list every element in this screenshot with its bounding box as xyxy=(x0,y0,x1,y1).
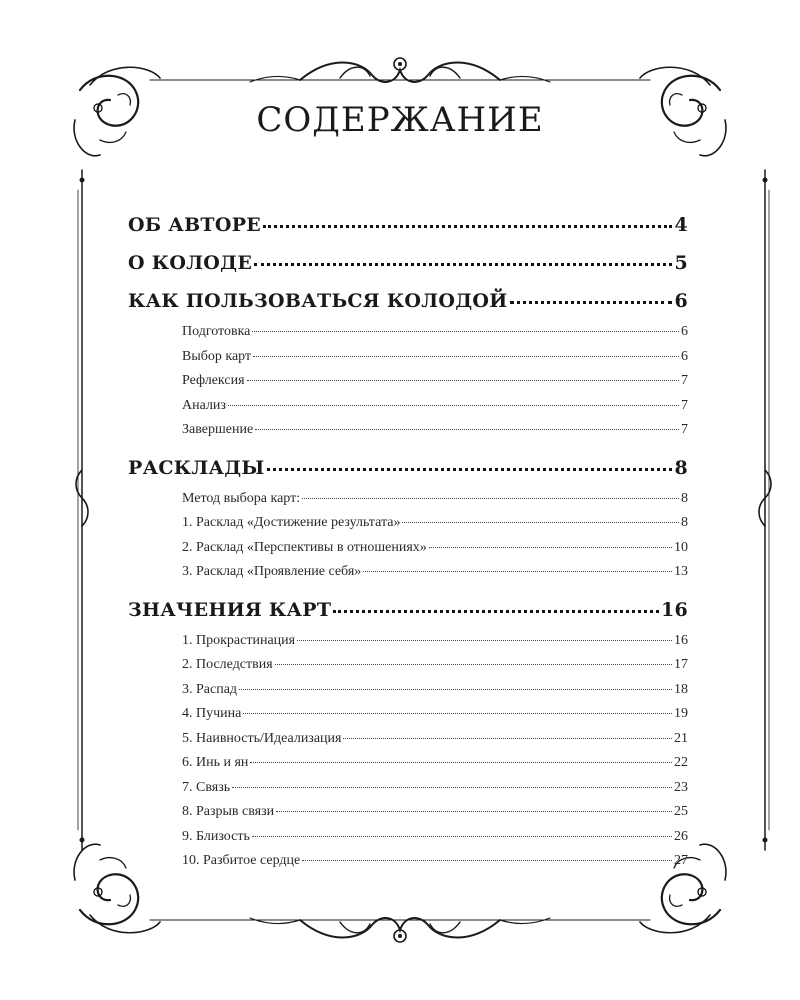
dot-leader xyxy=(302,498,679,499)
toc-subsection-row[interactable] xyxy=(128,727,688,752)
toc-subsection-row[interactable] xyxy=(128,751,688,776)
toc-page-number: 21 xyxy=(674,730,688,746)
dot-leader xyxy=(276,811,672,812)
toc-subsection-title: 3. Распад xyxy=(182,681,238,697)
toc-section-row[interactable] xyxy=(128,244,688,282)
toc-page-number: 7 xyxy=(681,373,688,388)
toc-page-number: 7 xyxy=(681,422,688,437)
dot-leader xyxy=(252,331,679,332)
toc-subsection-title: 8. Разрыв связи xyxy=(182,804,275,819)
dot-leader xyxy=(402,522,679,523)
toc-subsection-title: 3. Расклад «Проявление себя» xyxy=(182,564,362,579)
toc-page-number: 4 xyxy=(674,214,688,236)
toc-page-number: 6 xyxy=(681,324,688,339)
dot-leader xyxy=(297,640,672,641)
toc-section-row[interactable] xyxy=(128,282,688,320)
toc-page-number: 23 xyxy=(674,779,688,795)
toc-subsection-row[interactable] xyxy=(128,369,688,394)
dot-leader xyxy=(239,689,672,690)
toc-page-number: 10 xyxy=(674,539,688,555)
toc-page-number: 25 xyxy=(674,804,688,819)
toc-subsection-row[interactable] xyxy=(128,345,688,370)
toc-page-number: 6 xyxy=(681,348,688,364)
dot-leader xyxy=(254,263,672,266)
toc-subsection-row[interactable] xyxy=(128,800,688,825)
toc-subsection-row[interactable] xyxy=(128,702,688,727)
toc-page-number: 18 xyxy=(674,681,688,697)
toc-section-row[interactable] xyxy=(128,591,688,629)
toc-subsection-title: 1. Расклад «Достижение результата» xyxy=(182,515,401,530)
toc-subsection-title: 10. Разбитое сердце xyxy=(182,853,301,868)
dot-leader xyxy=(228,405,679,406)
toc-section-title: КАК ПОЛЬЗОВАТЬСЯ КОЛОДОЙ xyxy=(128,290,508,312)
dot-leader xyxy=(429,547,672,548)
dot-leader xyxy=(263,225,672,228)
table-of-contents xyxy=(128,206,688,874)
toc-page-number: 16 xyxy=(674,632,688,648)
toc-subsection-row[interactable] xyxy=(128,560,688,585)
toc-subsection-row[interactable] xyxy=(128,511,688,536)
dot-leader xyxy=(363,571,672,572)
toc-subsection-title: 6. Инь и ян xyxy=(182,755,249,770)
dot-leader xyxy=(232,787,672,788)
toc-section-row[interactable] xyxy=(128,206,688,244)
toc-subsection-row[interactable] xyxy=(128,487,688,512)
toc-subsection-title: 9. Близость xyxy=(182,828,250,844)
dot-leader xyxy=(267,468,673,471)
toc-subsection-title: Выбор карт xyxy=(182,348,252,364)
toc-subsection-title: Анализ xyxy=(182,397,226,413)
toc-subsection-row[interactable] xyxy=(128,653,688,678)
toc-section-title: РАСКЛАДЫ xyxy=(128,456,265,479)
dot-leader xyxy=(255,429,679,430)
toc-subsection-row[interactable] xyxy=(128,678,688,703)
toc-subsection-row[interactable] xyxy=(128,629,688,654)
dot-leader xyxy=(333,610,659,613)
toc-page-number: 16 xyxy=(660,598,688,621)
toc-page-number: 8 xyxy=(681,490,688,506)
toc-page-number: 8 xyxy=(674,456,688,479)
toc-section-title: ЗНАЧЕНИЯ КАРТ xyxy=(128,598,332,621)
toc-subsection-title: 7. Связь xyxy=(182,779,231,795)
toc-subsection-title: Завершение xyxy=(182,422,254,437)
page-title: СОДЕРЖАНИЕ xyxy=(256,100,544,140)
toc-page-number: 7 xyxy=(681,397,688,413)
toc-page-number: 8 xyxy=(681,515,688,530)
toc-page-number: 13 xyxy=(674,564,688,579)
toc-subsection-row[interactable] xyxy=(128,825,688,850)
toc-page-number: 22 xyxy=(674,755,688,770)
toc-section-title: О КОЛОДЕ xyxy=(128,252,253,274)
toc-page-number: 26 xyxy=(674,828,688,844)
toc-subsection-title: Подготовка xyxy=(182,324,251,339)
dot-leader xyxy=(275,664,672,665)
toc-subsection-title: 4. Пучина xyxy=(182,706,242,721)
toc-subsection-row[interactable] xyxy=(128,320,688,345)
toc-subsection-row[interactable] xyxy=(128,849,688,874)
dot-leader xyxy=(343,738,672,739)
toc-subsection-title: 2. Расклад «Перспективы в отношениях» xyxy=(182,539,427,555)
toc-subsection-row[interactable] xyxy=(128,536,688,561)
toc-subsection-title: Метод выбора карт: xyxy=(182,490,301,506)
toc-page-number: 27 xyxy=(674,853,688,868)
dot-leader xyxy=(302,860,672,861)
toc-subsection-title: 5. Наивность/Идеализация xyxy=(182,730,342,746)
dot-leader xyxy=(510,301,673,304)
toc-page-number: 19 xyxy=(674,706,688,721)
dot-leader xyxy=(253,356,679,357)
toc-page-number: 17 xyxy=(674,657,688,672)
dot-leader xyxy=(250,762,672,763)
toc-subsection-title: 2. Последствия xyxy=(182,657,273,672)
toc-page-number: 5 xyxy=(674,252,688,274)
toc-page-number: 6 xyxy=(674,290,688,312)
toc-subsection-row[interactable] xyxy=(128,776,688,801)
dot-leader xyxy=(243,713,672,714)
toc-section-row[interactable] xyxy=(128,449,688,487)
dot-leader xyxy=(247,380,679,381)
toc-subsection-title: Рефлексия xyxy=(182,373,245,388)
toc-subsection-row[interactable] xyxy=(128,418,688,443)
dot-leader xyxy=(252,836,672,837)
toc-section-title: ОБ АВТОРЕ xyxy=(128,214,262,236)
toc-subsection-row[interactable] xyxy=(128,394,688,419)
toc-subsection-title: 1. Прокрастинация xyxy=(182,632,296,648)
